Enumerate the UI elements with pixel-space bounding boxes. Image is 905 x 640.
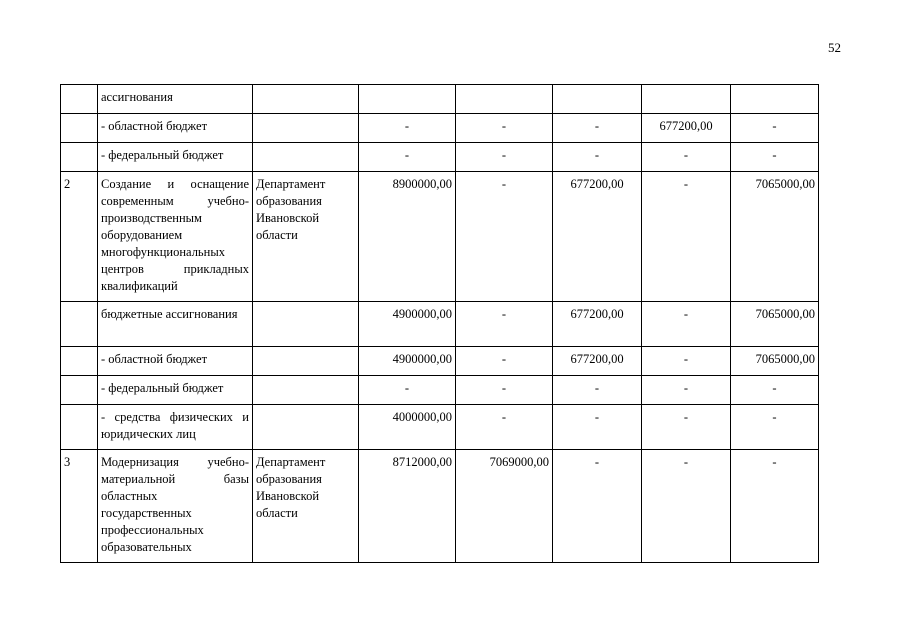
value-cell-1: - (359, 376, 456, 405)
value-cell-5: - (731, 450, 819, 563)
value-cell-5: 7065000,00 (731, 172, 819, 302)
item-name-cell: - областной бюджет (98, 114, 253, 143)
value-cell-2: 7069000,00 (456, 450, 553, 563)
value-cell-5: 7065000,00 (731, 302, 819, 347)
value-cell-2: - (456, 376, 553, 405)
value-cell-1: 8712000,00 (359, 450, 456, 563)
value-cell-1: 4900000,00 (359, 302, 456, 347)
value-cell-5: - (731, 114, 819, 143)
value-cell-1: - (359, 143, 456, 172)
item-name-cell: - областной бюджет (98, 347, 253, 376)
table-row (61, 450, 819, 563)
value-cell-4: - (642, 450, 731, 563)
value-cell-2: - (456, 143, 553, 172)
budget-table (60, 84, 819, 563)
value-cell-3: 677200,00 (553, 347, 642, 376)
value-cell-5: 7065000,00 (731, 347, 819, 376)
value-cell-5: - (731, 405, 819, 450)
value-cell-5: - (731, 143, 819, 172)
page-number: 52 (828, 40, 841, 55)
row-number-cell: 2 (61, 172, 98, 302)
value-cell-4: - (642, 172, 731, 302)
row-number-cell (61, 376, 98, 405)
row-number-cell (61, 347, 98, 376)
table-row (61, 143, 819, 172)
item-name-cell: Модернизация учебно-материальной базы областных государственных профессиональных образовательных (98, 450, 253, 563)
value-cell-5: - (731, 376, 819, 405)
item-name-cell: - средства физических и юридических лиц (98, 405, 253, 450)
value-cell-3: 677200,00 (553, 302, 642, 347)
value-cell-3: 677200,00 (553, 172, 642, 302)
value-cell-4: - (642, 405, 731, 450)
item-name-cell: ассигнования (98, 85, 253, 114)
row-number-cell: 3 (61, 450, 98, 563)
value-cell-3: - (553, 114, 642, 143)
value-cell-2 (456, 85, 553, 114)
executor-cell (253, 85, 359, 114)
row-number-cell (61, 85, 98, 114)
value-cell-4: - (642, 347, 731, 376)
executor-cell (253, 376, 359, 405)
executor-cell (253, 302, 359, 347)
table-row (61, 172, 819, 302)
row-number-cell (61, 405, 98, 450)
value-cell-5 (731, 85, 819, 114)
value-cell-1: - (359, 114, 456, 143)
value-cell-2: - (456, 405, 553, 450)
value-cell-3 (553, 85, 642, 114)
value-cell-4 (642, 85, 731, 114)
value-cell-2: - (456, 302, 553, 347)
value-cell-4: - (642, 376, 731, 405)
row-number-cell (61, 143, 98, 172)
row-number-cell (61, 114, 98, 143)
value-cell-1: 8900000,00 (359, 172, 456, 302)
table-row (61, 376, 819, 405)
table-row (61, 114, 819, 143)
value-cell-4: 677200,00 (642, 114, 731, 143)
row-number-cell (61, 302, 98, 347)
value-cell-1: 4000000,00 (359, 405, 456, 450)
executor-cell (253, 405, 359, 450)
executor-cell (253, 347, 359, 376)
value-cell-3: - (553, 405, 642, 450)
value-cell-3: - (553, 376, 642, 405)
value-cell-2: - (456, 114, 553, 143)
table-row (61, 405, 819, 450)
table-row (61, 347, 819, 376)
value-cell-3: - (553, 450, 642, 563)
item-name-cell: бюджетные ассигнования (98, 302, 253, 347)
item-name-cell: - федеральный бюджет (98, 376, 253, 405)
item-name-cell: Создание и оснащение современным учебно-производственным оборудованием многофункциональных центров прикладных квалификаций (98, 172, 253, 302)
item-name-cell: - федеральный бюджет (98, 143, 253, 172)
value-cell-1 (359, 85, 456, 114)
value-cell-3: - (553, 143, 642, 172)
executor-cell (253, 114, 359, 143)
table-row (61, 302, 819, 347)
value-cell-2: - (456, 172, 553, 302)
value-cell-2: - (456, 347, 553, 376)
value-cell-4: - (642, 143, 731, 172)
executor-cell (253, 143, 359, 172)
executor-cell: Департамент образования Ивановской области (253, 450, 359, 563)
table-row (61, 85, 819, 114)
executor-cell: Департамент образования Ивановской области (253, 172, 359, 302)
value-cell-1: 4900000,00 (359, 347, 456, 376)
value-cell-4: - (642, 302, 731, 347)
